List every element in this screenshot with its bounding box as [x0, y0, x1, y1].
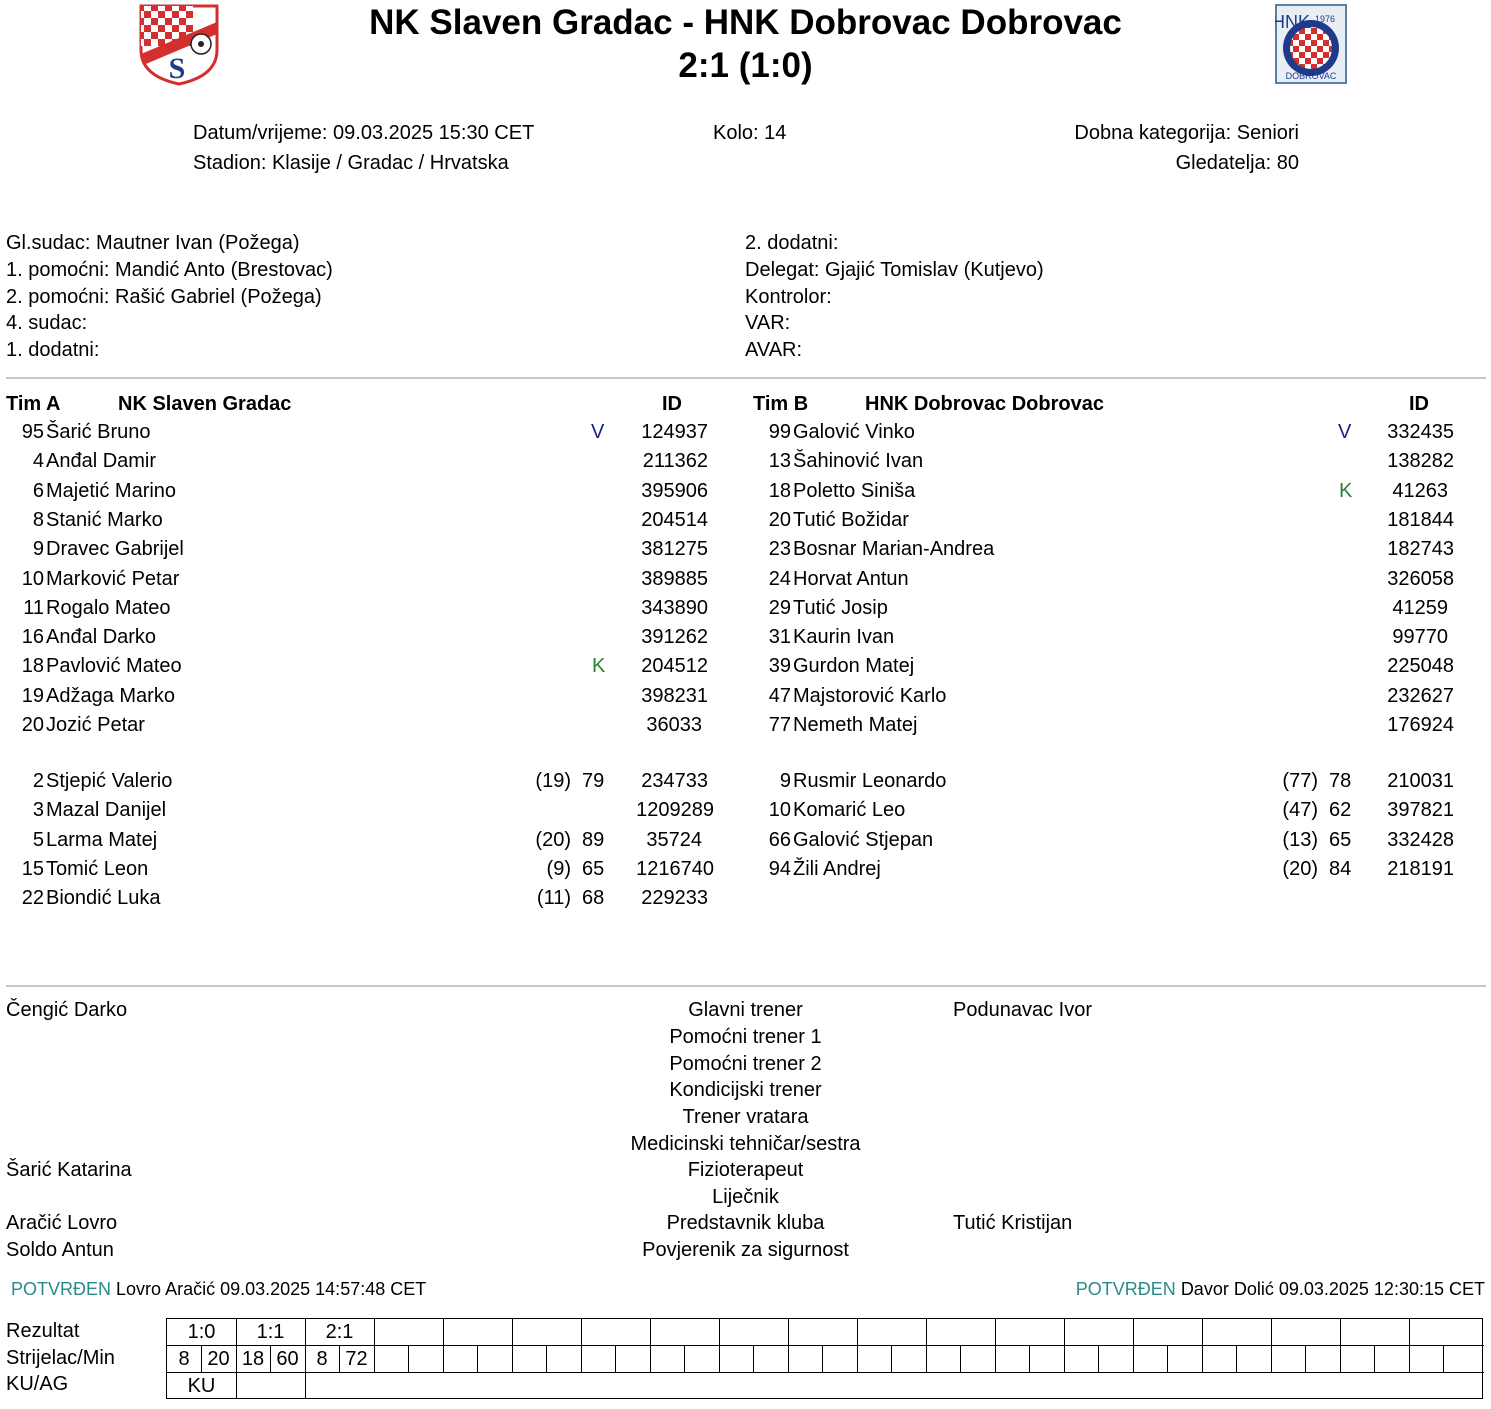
- label-kuag: KU/AG: [6, 1373, 69, 1395]
- player-row: [6, 538, 716, 567]
- player-row: [753, 538, 1463, 567]
- player-id: 176924: [1387, 714, 1454, 736]
- player-id: 204514: [641, 509, 708, 531]
- player-row: [753, 770, 1463, 799]
- player-id: 1209289: [636, 799, 714, 821]
- role-fitness-coach: Kondicijski trener: [669, 1079, 822, 1101]
- player-row: [6, 568, 716, 597]
- sub-minute: 89: [582, 829, 605, 851]
- player-id: 138282: [1387, 450, 1454, 472]
- player-id: 41259: [1392, 597, 1448, 619]
- player-number: 8: [32, 509, 44, 531]
- player-id: 211362: [642, 450, 708, 472]
- label-result: Rezultat: [6, 1320, 80, 1342]
- player-row: [753, 597, 1463, 626]
- player-number: 47: [768, 685, 791, 707]
- player-number: 77: [768, 714, 791, 736]
- sub-minute: 68: [582, 887, 605, 909]
- replaced-player: (20): [535, 829, 571, 851]
- home-staff-security: Soldo Antun: [6, 1239, 114, 1261]
- away-team-logo: [1275, 4, 1347, 84]
- player-name: Nemeth Matej: [793, 714, 918, 736]
- player-id: 204512: [641, 655, 708, 677]
- player-number: 29: [768, 597, 791, 619]
- replaced-player: (13): [1282, 829, 1318, 851]
- player-name: Mazal Danijel: [46, 799, 167, 821]
- player-name: Adžaga Marko: [46, 685, 175, 707]
- player-name: Galović Stjepan: [793, 829, 934, 851]
- player-number: 95: [21, 421, 44, 443]
- results-grid: [166, 1318, 1483, 1399]
- match-round: Kolo: 14: [713, 122, 787, 144]
- official-fourth: 4. sudac:: [6, 312, 88, 334]
- sub-minute: 79: [582, 770, 605, 792]
- player-number: 22: [21, 887, 44, 909]
- player-name: Rusmir Leonardo: [793, 770, 947, 792]
- home-confirmation: [11, 1279, 426, 1300]
- role-goalkeeper-coach: Trener vratara: [682, 1106, 809, 1128]
- player-id: 398231: [641, 685, 708, 707]
- player-row: [753, 421, 1463, 450]
- role-security: Povjerenik za sigurnost: [642, 1239, 849, 1261]
- official-avar: AVAR:: [745, 339, 803, 361]
- replaced-player: (19): [535, 770, 571, 792]
- player-number: 10: [21, 568, 44, 590]
- player-row: [6, 626, 716, 655]
- player-number: 19: [21, 685, 44, 707]
- player-name: Anđal Damir: [46, 450, 157, 472]
- confirm-status: POTVRĐEN: [1075, 1279, 1176, 1299]
- player-id: 210031: [1387, 770, 1454, 792]
- player-id: 99770: [1392, 626, 1448, 648]
- scorer-minute: 20: [207, 1348, 230, 1370]
- team-a-label: Tim A: [6, 393, 61, 415]
- player-row: [753, 655, 1463, 684]
- player-row: [6, 655, 716, 684]
- result-score: 2:1: [325, 1321, 354, 1343]
- player-name: Galović Vinko: [793, 421, 915, 443]
- player-id: 1216740: [636, 858, 714, 880]
- player-row: [6, 421, 716, 450]
- player-row: [753, 858, 1463, 887]
- player-name: Šahinović Ivan: [793, 450, 924, 472]
- player-number: 11: [23, 597, 44, 619]
- player-number: 6: [32, 480, 44, 502]
- player-number: 94: [768, 858, 791, 880]
- player-row: [753, 799, 1463, 828]
- sub-minute: 62: [1329, 799, 1352, 821]
- result-score: 1:1: [256, 1321, 285, 1343]
- label-scorer: Strijelac/Min: [6, 1347, 115, 1369]
- player-id: 218191: [1387, 858, 1454, 880]
- replaced-player: (11): [536, 887, 571, 909]
- player-number: 3: [32, 799, 44, 821]
- role-physio: Fizioterapeut: [687, 1159, 804, 1181]
- player-number: 23: [768, 538, 791, 560]
- keeper-flag: K: [592, 655, 606, 677]
- player-number: 13: [768, 450, 791, 472]
- replaced-player: (9): [546, 858, 571, 880]
- player-number: 9: [32, 538, 44, 560]
- player-row: [6, 509, 716, 538]
- confirm-status: POTVRĐEN: [11, 1279, 112, 1299]
- player-number: 18: [21, 655, 44, 677]
- team-a-id-header: ID: [662, 393, 682, 415]
- player-name: Poletto Siniša: [793, 480, 916, 502]
- player-number: 10: [768, 799, 791, 821]
- player-row: [6, 829, 716, 858]
- scorer-minute: 72: [345, 1348, 368, 1370]
- player-number: 31: [768, 626, 791, 648]
- player-id: 332435: [1387, 421, 1454, 443]
- player-id: 225048: [1387, 655, 1454, 677]
- captain-flag: V: [591, 421, 605, 443]
- player-name: Jozić Petar: [46, 714, 145, 736]
- player-name: Tutić Božidar: [793, 509, 909, 531]
- official-controller: Kontrolor:: [745, 286, 832, 308]
- player-number: 2: [32, 770, 44, 792]
- official-additional-2: 2. dodatni:: [745, 232, 839, 254]
- player-row: [6, 597, 716, 626]
- official-delegate: Delegat: Gjajić Tomislav (Kutjevo): [745, 259, 1044, 281]
- match-stadium: Stadion: Klasije / Gradac / Hrvatska: [193, 152, 509, 174]
- player-name: Stjepić Valerio: [46, 770, 173, 792]
- result-score: 1:0: [187, 1321, 216, 1343]
- player-row: [753, 568, 1463, 597]
- player-row: [6, 714, 716, 743]
- player-number: 18: [768, 480, 791, 502]
- home-staff-physio: Šarić Katarina: [6, 1159, 132, 1181]
- match-category: Dobna kategorija: Seniori: [1074, 122, 1299, 144]
- replaced-player: (20): [1282, 858, 1318, 880]
- player-name: Tutić Josip: [793, 597, 888, 619]
- confirm-text: Davor Dolić 09.03.2025 12:30:15 CET: [1180, 1279, 1485, 1299]
- player-id: 35724: [646, 829, 702, 851]
- player-row: [753, 626, 1463, 655]
- player-id: 391262: [641, 626, 708, 648]
- player-number: 39: [768, 655, 791, 677]
- official-assistant-2: 2. pomoćni: Rašić Gabriel (Požega): [6, 286, 322, 308]
- team-b-name: HNK Dobrovac Dobrovac: [865, 393, 1104, 415]
- player-row: [6, 799, 716, 828]
- svg-text:1976: 1976: [1314, 14, 1336, 24]
- player-number: 20: [21, 714, 44, 736]
- player-row: [6, 887, 716, 916]
- player-name: Bosnar Marian-Andrea: [793, 538, 995, 560]
- away-staff-club-rep: Tutić Kristijan: [953, 1212, 1073, 1234]
- player-number: 4: [32, 450, 44, 472]
- player-id: 36033: [646, 714, 702, 736]
- dobrovac-crest-icon: [1275, 4, 1347, 84]
- player-id: 395906: [641, 480, 708, 502]
- player-name: Majstorović Karlo: [793, 685, 947, 707]
- official-main-referee: Gl.sudac: Mautner Ivan (Požega): [6, 232, 300, 254]
- player-name: Stanić Marko: [46, 509, 163, 531]
- player-id: 332428: [1387, 829, 1454, 851]
- player-name: Šarić Bruno: [46, 421, 151, 443]
- player-row: [753, 480, 1463, 509]
- role-club-rep: Predstavnik kluba: [666, 1212, 825, 1234]
- player-id: 182743: [1387, 538, 1454, 560]
- player-name: Pavlović Mateo: [46, 655, 182, 677]
- player-name: Dravec Gabrijel: [46, 538, 184, 560]
- svg-text:DOBROVAC: DOBROVAC: [1285, 71, 1337, 81]
- player-name: Majetić Marino: [46, 480, 177, 502]
- player-name: Žili Andrej: [793, 858, 881, 880]
- official-var: VAR:: [745, 312, 791, 334]
- player-id: 381275: [641, 538, 708, 560]
- svg-text:S: S: [168, 52, 186, 85]
- match-spectators: Gledatelja: 80: [1175, 152, 1299, 174]
- player-id: 234733: [641, 770, 708, 792]
- player-name: Tomić Leon: [46, 858, 149, 880]
- player-name: Komarić Leo: [793, 799, 906, 821]
- team-a-name: NK Slaven Gradac: [118, 393, 292, 415]
- confirm-text: Lovro Aračić 09.03.2025 14:57:48 CET: [116, 1279, 427, 1299]
- player-name: Gurdon Matej: [793, 655, 915, 677]
- player-id: 41263: [1392, 480, 1448, 502]
- player-name: Larma Matej: [46, 829, 158, 851]
- match-title: NK Slaven Gradac - HNK Dobrovac Dobrovac: [369, 3, 1122, 42]
- player-number: 20: [768, 509, 791, 531]
- player-name: Biondić Luka: [46, 887, 161, 909]
- player-row: [6, 858, 716, 887]
- away-confirmation: [1076, 1279, 1485, 1300]
- home-staff-club-rep: Aračić Lovro: [6, 1212, 118, 1234]
- player-id: 181844: [1387, 509, 1454, 531]
- player-row: [753, 509, 1463, 538]
- player-name: Rogalo Mateo: [46, 597, 171, 619]
- player-id: 232627: [1387, 685, 1454, 707]
- player-row: [753, 450, 1463, 479]
- captain-flag: V: [1338, 421, 1352, 443]
- official-additional-1: 1. dodatni:: [6, 339, 100, 361]
- role-head-coach: Glavni trener: [688, 999, 803, 1021]
- home-staff-head-coach: Čengić Darko: [6, 999, 128, 1021]
- player-name: Marković Petar: [46, 568, 180, 590]
- team-b-label: Tim B: [753, 393, 809, 415]
- match-datetime: Datum/vrijeme: 09.03.2025 15:30 CET: [193, 122, 535, 144]
- player-row: [6, 770, 716, 799]
- player-number: 66: [768, 829, 791, 851]
- scorer-number: 8: [178, 1348, 190, 1370]
- role-assistant-coach-1: Pomoćni trener 1: [669, 1026, 822, 1048]
- player-id: 389885: [641, 568, 708, 590]
- role-assistant-coach-2: Pomoćni trener 2: [669, 1053, 822, 1075]
- role-medical-tech: Medicinski tehničar/sestra: [630, 1133, 861, 1155]
- scorer-minute: 60: [276, 1348, 299, 1370]
- player-id: 124937: [641, 421, 708, 443]
- player-id: 326058: [1387, 568, 1454, 590]
- player-row: [6, 480, 716, 509]
- player-number: 99: [768, 421, 791, 443]
- official-assistant-1: 1. pomoćni: Mandić Anto (Brestovac): [6, 259, 333, 281]
- player-name: Anđal Darko: [46, 626, 157, 648]
- scorer-number: 8: [316, 1348, 328, 1370]
- match-score: 2:1 (1:0): [678, 46, 813, 85]
- svg-text:HNK: HNK: [1275, 12, 1311, 32]
- player-id: 397821: [1387, 799, 1454, 821]
- player-number: 24: [768, 568, 791, 590]
- away-staff-head-coach: Podunavac Ivor: [953, 999, 1092, 1021]
- player-name: Horvat Antun: [793, 568, 909, 590]
- role-doctor: Liječnik: [712, 1186, 779, 1208]
- divider: [6, 377, 1486, 379]
- player-number: 9: [779, 770, 791, 792]
- team-b-id-header: ID: [1409, 393, 1429, 415]
- player-row: [753, 714, 1463, 743]
- sub-minute: 65: [1329, 829, 1352, 851]
- player-row: [753, 685, 1463, 714]
- player-id: 229233: [641, 887, 708, 909]
- player-row: [6, 450, 716, 479]
- player-row: [6, 685, 716, 714]
- player-number: 16: [21, 626, 44, 648]
- player-number: 15: [21, 858, 44, 880]
- sub-minute: 78: [1329, 770, 1352, 792]
- sub-minute: 84: [1329, 858, 1352, 880]
- replaced-player: (77): [1282, 770, 1318, 792]
- player-row: [753, 829, 1463, 858]
- divider: [6, 985, 1486, 987]
- kuag-value: KU: [187, 1375, 216, 1397]
- replaced-player: (47): [1282, 799, 1318, 821]
- player-id: 343890: [641, 597, 708, 619]
- player-number: 5: [32, 829, 44, 851]
- sub-minute: 65: [582, 858, 605, 880]
- keeper-flag: K: [1339, 480, 1353, 502]
- scorer-number: 18: [241, 1348, 265, 1370]
- player-name: Kaurin Ivan: [793, 626, 895, 648]
